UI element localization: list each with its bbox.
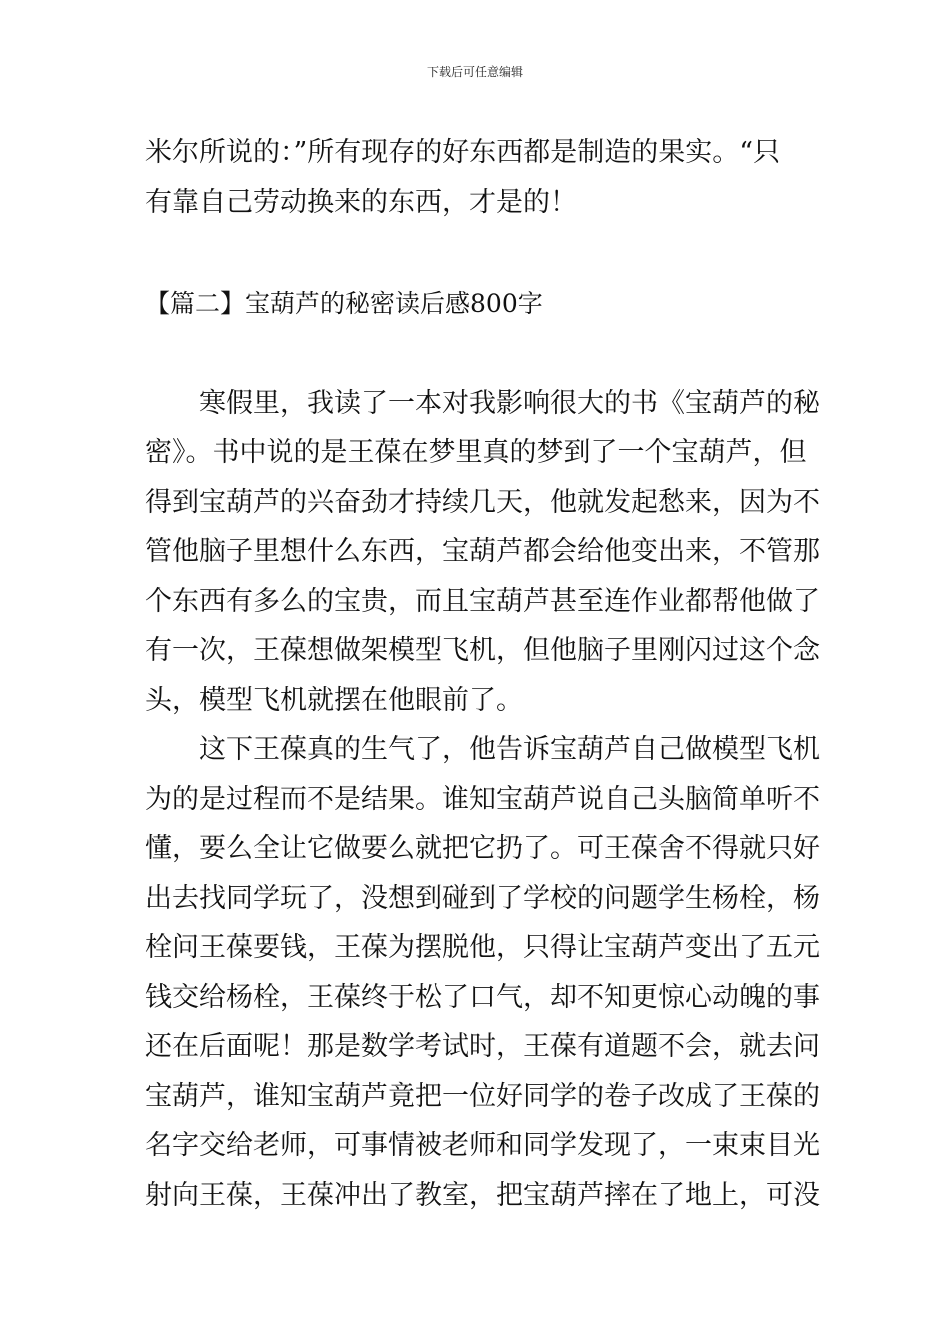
text-line: 有一次，王葆想做架模型飞机，但他脑子里刚闪过这个念	[145, 635, 820, 666]
body-paragraph-2	[145, 725, 820, 1220]
text-line: 得到宝葫芦的兴奋劲才持续几天，他就发起愁来，因为不	[145, 486, 820, 518]
body-paragraph-1	[145, 379, 820, 726]
page-header: 下载后可任意编辑	[426, 65, 523, 79]
text-line: 有靠自己劳动换来的东西，才是的！	[145, 186, 577, 218]
text-line: 管他脑子里想什么东西，宝葫芦都会给他变出来，不管那	[145, 536, 820, 567]
text-line: 栓问王葆要钱，王葆为摆脱他，只得让宝葫芦变出了五元	[145, 932, 820, 963]
text-line: 懂，要么全让它做要么就把它扔了。可王葆舍不得就只好	[145, 833, 820, 864]
text-line: 钱交给杨栓，王葆终于松了口气，却不知更惊心动魄的事	[145, 981, 820, 1013]
text-line: 宝葫芦，谁知宝葫芦竟把一位好同学的卷子改成了王葆的	[145, 1080, 820, 1112]
text-line: 为的是过程而不是结果。谁知宝葫芦说自己头脑简单听不	[145, 783, 820, 815]
text-line: 射向王葆，王葆冲出了教室，把宝葫芦摔在了地上，可没	[145, 1179, 820, 1211]
intro-paragraph	[145, 128, 810, 227]
text-line: 个东西有多么的宝贵，而且宝葫芦甚至连作业都帮他做了	[145, 585, 820, 617]
text-line: 密》。书中说的是王葆在梦里真的梦到了一个宝葫芦，但	[145, 437, 807, 468]
section-title: 【篇二】宝葫芦的秘密读后感800字	[145, 289, 543, 318]
text-line: 头，模型飞机就摆在他眼前了。	[145, 684, 523, 716]
text-line: 出去找同学玩了，没想到碰到了学校的问题学生杨栓，杨	[145, 882, 820, 914]
text-line: 还在后面呢！那是数学考试时，王葆有道题不会，就去问	[145, 1031, 820, 1062]
document-body	[145, 128, 820, 1220]
text-line: 寒假里，我读了一本对我影响很大的书《宝葫芦的秘	[199, 387, 820, 419]
text-line: 米尔所说的：”所有现存的好东西都是制造的果实。“只	[145, 137, 781, 168]
text-line: 这下王葆真的生气了，他告诉宝葫芦自己做模型飞机	[199, 734, 820, 765]
text-line: 名字交给老师，可事情被老师和同学发现了，一束束目光	[145, 1130, 820, 1161]
